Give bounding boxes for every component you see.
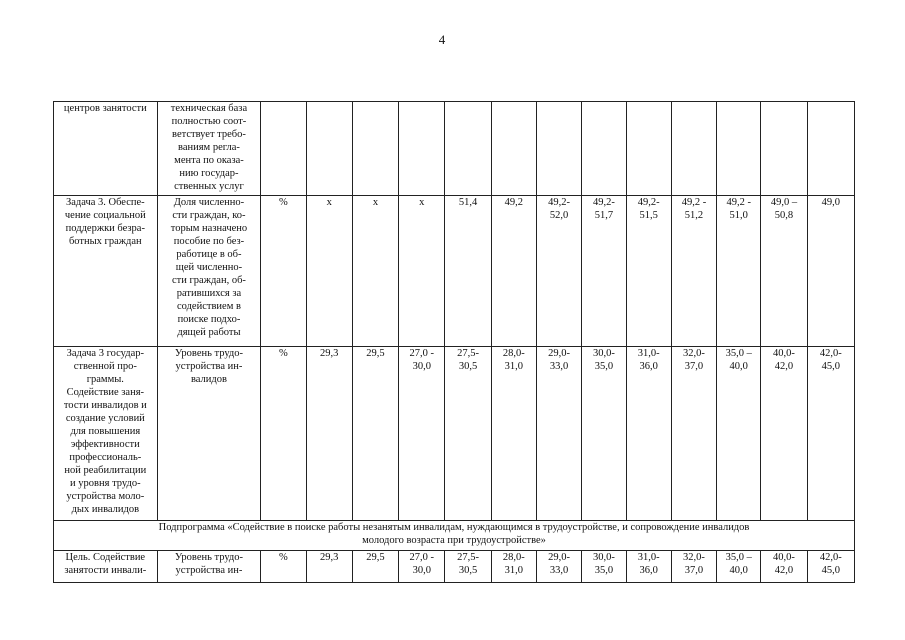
value-cell xyxy=(807,102,854,196)
value-cell: 29,3 xyxy=(306,551,352,583)
value-cell: x xyxy=(399,196,445,347)
unit-cell: % xyxy=(261,196,306,347)
value-cell: 49,2- 51,5 xyxy=(626,196,671,347)
indicator-cell: техническая база полностью соот- ветствует требо- ваниям регла- мента по оказа- нию государ- ственных услуг xyxy=(157,102,261,196)
value-cell xyxy=(399,102,445,196)
value-cell xyxy=(491,102,536,196)
value-cell xyxy=(761,102,807,196)
value-cell: 27,5- 30,5 xyxy=(445,551,491,583)
value-cell xyxy=(671,102,716,196)
value-cell: 31,0- 36,0 xyxy=(626,347,671,521)
table-row xyxy=(54,102,855,196)
value-cell: 42,0- 45,0 xyxy=(807,347,854,521)
value-cell: x xyxy=(352,196,398,347)
value-cell: 49,0 xyxy=(807,196,854,347)
value-cell xyxy=(582,102,626,196)
value-cell xyxy=(626,102,671,196)
value-cell: 29,0- 33,0 xyxy=(536,551,581,583)
task-cell: Цель. Содействие занятости инвали- xyxy=(54,551,158,583)
value-cell: 32,0- 37,0 xyxy=(671,551,716,583)
value-cell xyxy=(306,102,352,196)
value-cell: 40,0- 42,0 xyxy=(761,551,807,583)
value-cell: 30,0- 35,0 xyxy=(582,551,626,583)
value-cell: 29,0- 33,0 xyxy=(536,347,581,521)
value-cell: 51,4 xyxy=(445,196,491,347)
table-row xyxy=(54,196,855,347)
indicators-table xyxy=(53,101,855,583)
value-cell: 49,2 - 51,2 xyxy=(671,196,716,347)
unit-cell: % xyxy=(261,551,306,583)
indicator-cell: Уровень трудо- устройства ин- валидов xyxy=(157,347,261,521)
value-cell: 29,3 xyxy=(306,347,352,521)
subprogram-row xyxy=(54,521,855,551)
value-cell: 29,5 xyxy=(352,347,398,521)
value-cell: 29,5 xyxy=(352,551,398,583)
value-cell: 40,0- 42,0 xyxy=(761,347,807,521)
value-cell: 27,5- 30,5 xyxy=(445,347,491,521)
value-cell: 27,0 - 30,0 xyxy=(399,551,445,583)
value-cell: 35,0 – 40,0 xyxy=(717,551,761,583)
task-cell: Задача 3 государ- ственной про- граммы. Содействие заня- тости инвалидов и создание условий для повышения эффективности профессиональ- ной реабилитации и уровня трудо- устройства моло- дых инвалидов xyxy=(54,347,158,521)
table-row xyxy=(54,551,855,583)
table-row xyxy=(54,347,855,521)
value-cell: 49,2- 52,0 xyxy=(536,196,581,347)
value-cell: 49,0 – 50,8 xyxy=(761,196,807,347)
unit-cell xyxy=(261,102,306,196)
value-cell: 31,0- 36,0 xyxy=(626,551,671,583)
task-cell: Задача 3. Обеспе- чение социальной поддержки безра- ботных граждан xyxy=(54,196,158,347)
table-body xyxy=(54,102,855,583)
value-cell xyxy=(352,102,398,196)
value-cell: 49,2 xyxy=(491,196,536,347)
value-cell: 27,0 - 30,0 xyxy=(399,347,445,521)
indicator-cell: Уровень трудо- устройства ин- xyxy=(157,551,261,583)
indicator-cell: Доля численно- сти граждан, ко- торым назначено пособие по без- работице в об- щей численно- сти граждан, об- ратившихся за содействием в поиске подхо- дящей работы xyxy=(157,196,261,347)
value-cell: 49,2- 51,7 xyxy=(582,196,626,347)
value-cell: 42,0- 45,0 xyxy=(807,551,854,583)
value-cell: 32,0- 37,0 xyxy=(671,347,716,521)
value-cell: 28,0- 31,0 xyxy=(491,347,536,521)
value-cell xyxy=(536,102,581,196)
value-cell: 28,0- 31,0 xyxy=(491,551,536,583)
value-cell: 30,0- 35,0 xyxy=(582,347,626,521)
value-cell xyxy=(445,102,491,196)
task-cell: центров занятости xyxy=(54,102,158,196)
unit-cell: % xyxy=(261,347,306,521)
subprogram-title: Подпрограмма «Содействие в поиске работы незанятым инвалидам, нуждающимся в трудоустройстве, и сопровождение инвалидов молодого возраста при трудоустройстве» xyxy=(54,521,855,551)
value-cell: 49,2 - 51,0 xyxy=(717,196,761,347)
value-cell xyxy=(717,102,761,196)
value-cell: 35,0 – 40,0 xyxy=(717,347,761,521)
value-cell: x xyxy=(306,196,352,347)
page-number: 4 xyxy=(438,32,446,47)
